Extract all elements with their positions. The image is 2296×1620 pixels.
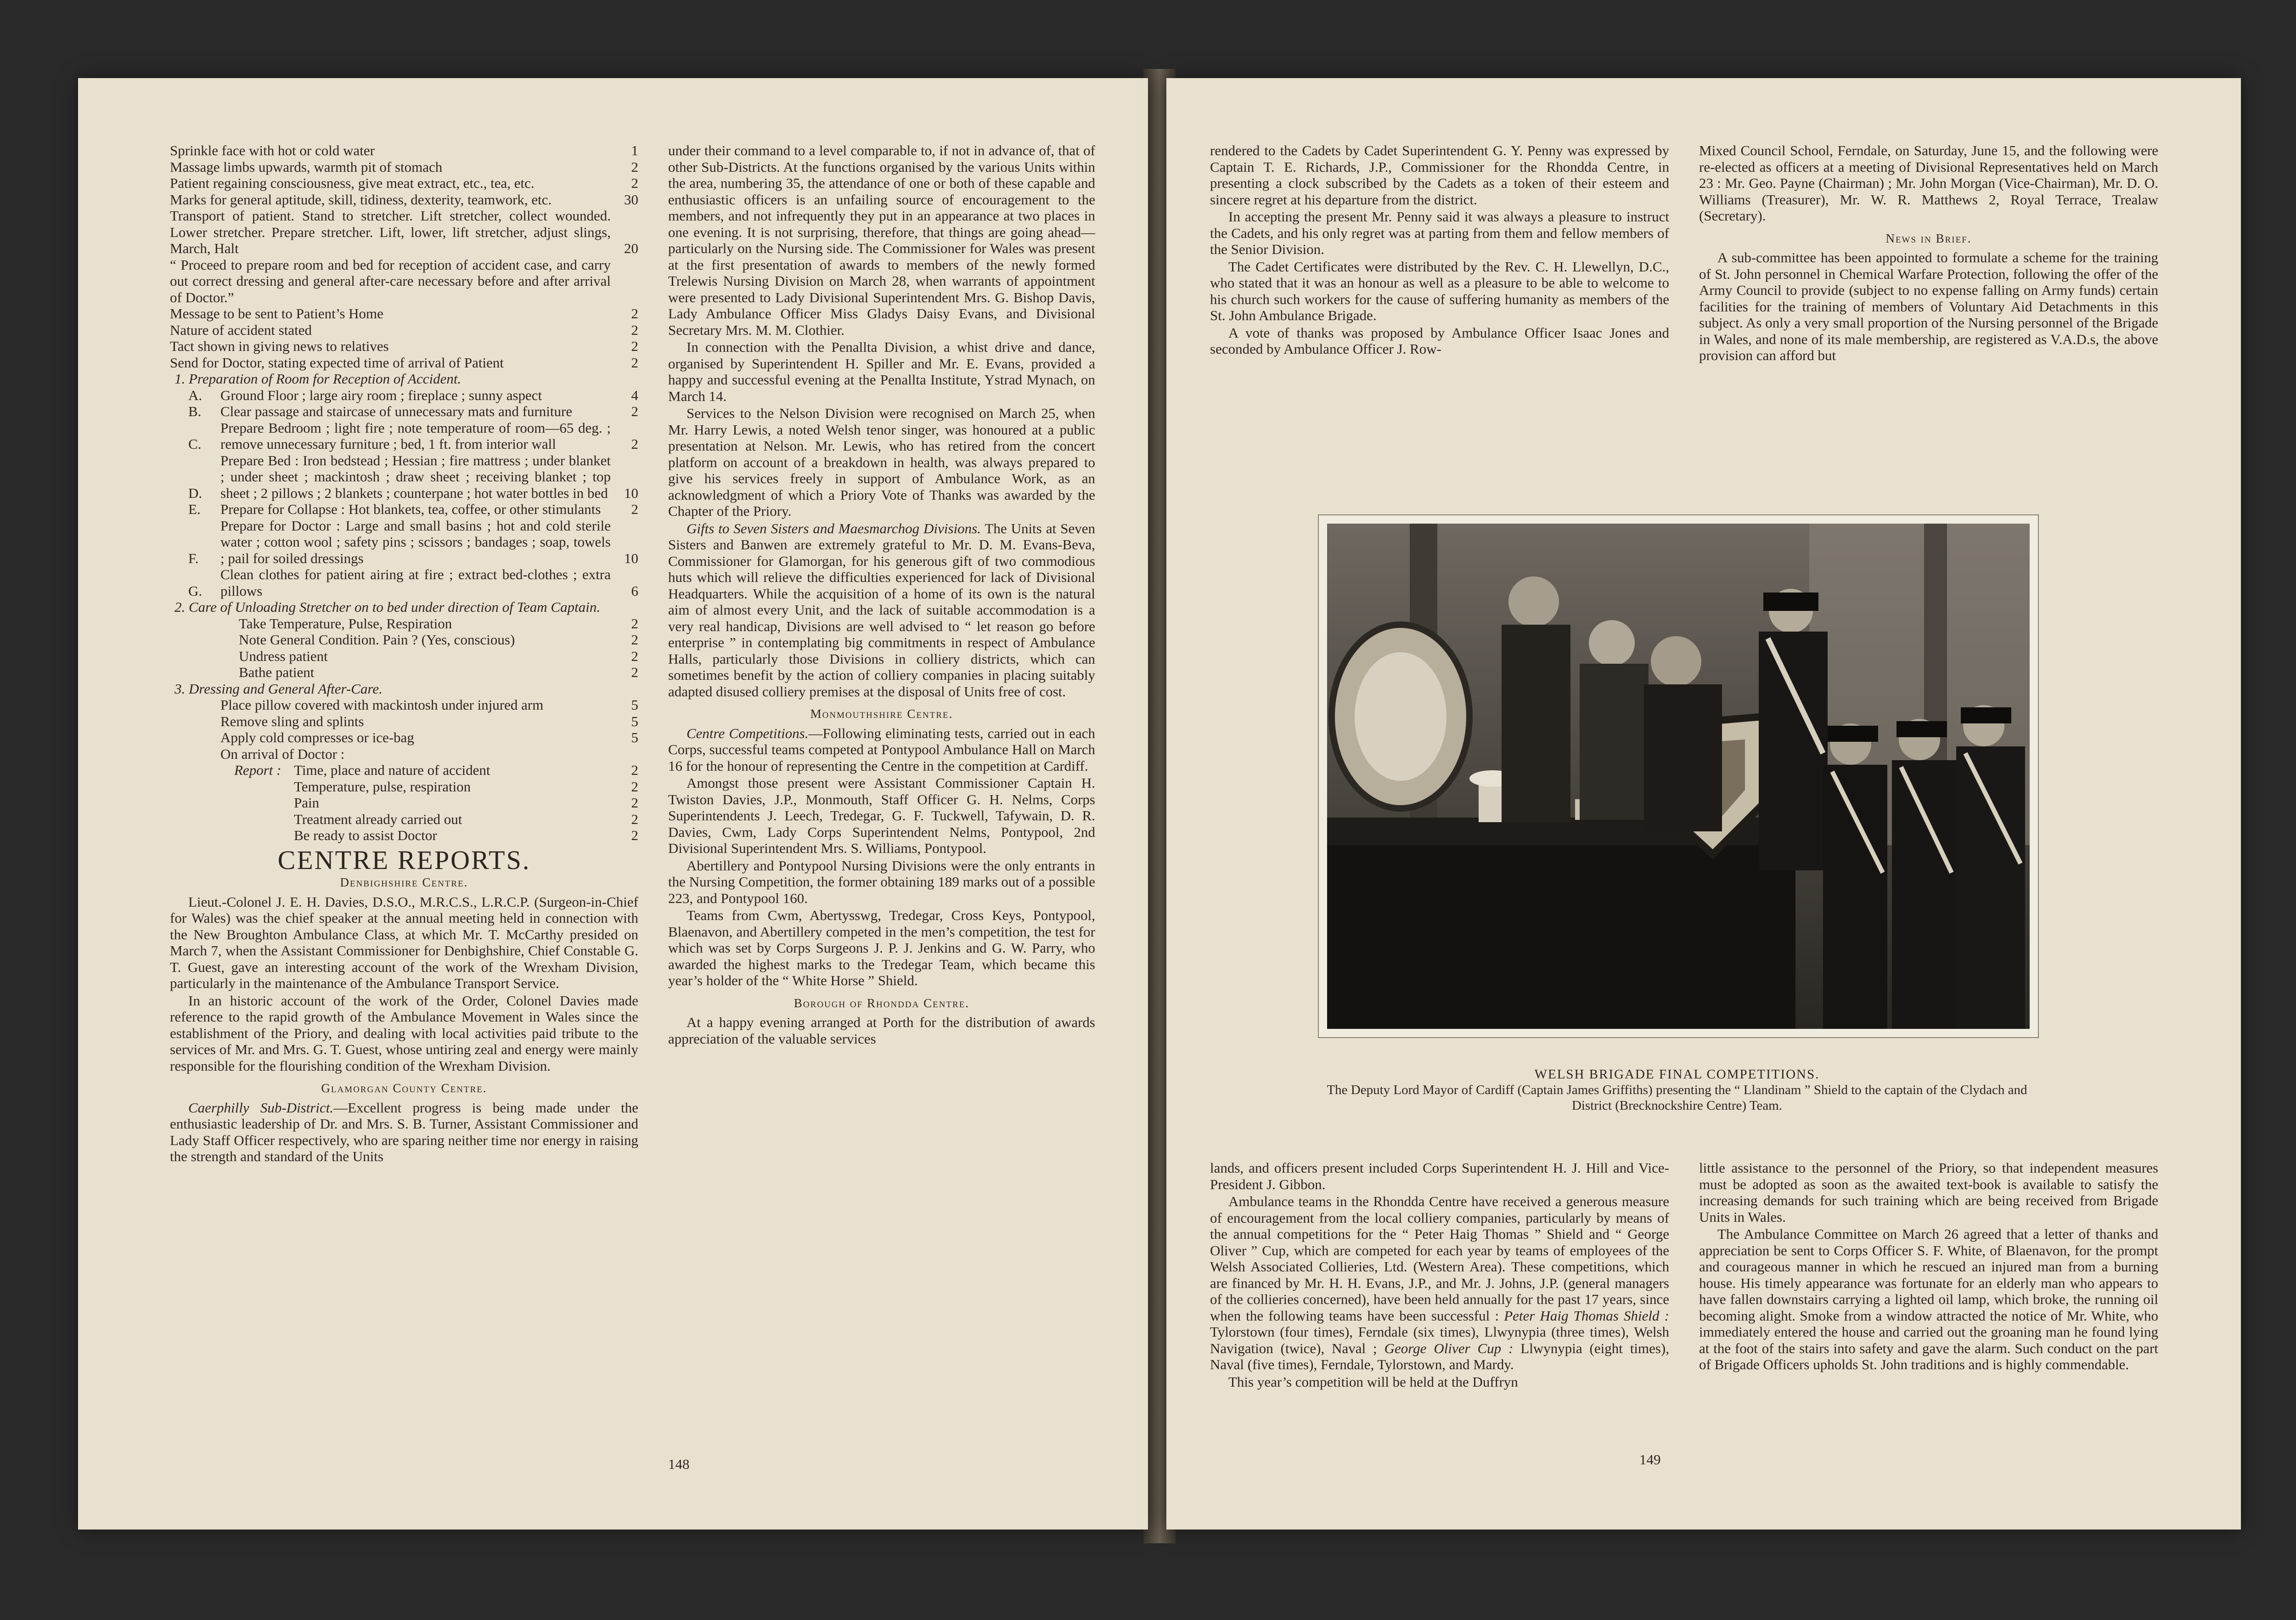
sec1-item-text: Clear passage and staircase of unnecessary mats and furniture: [220, 403, 573, 419]
checklist-top-item-text: “ Proceed to prepare room and bed for reception of accident case, and carry out correct dressing and general after-care necessary before and after arrival of Doctor.”: [170, 256, 611, 305]
col6-paragraph-2: The Ambulance Committee on March 26 agreed that a letter of thanks and appreciation be sent to Corps Officer S. F. White, of Blaenavon, for the prompt and courageous manner in which he rescued an injured man from a burning house. His timely appearance was fortunate for an elderly man who appears to have fallen downstairs carrying a lighted oil lamp, which broke, the running oil becoming alight. Smoke from a window attracted the notice of Mr. White, who immediately entered the house and carried out the groaning man he found lying at the foot of the stairs into safety and gave the alarm. Such conduct on the part of Brigade Officers upholds St. John traditions and is highly commendable.: [1699, 1226, 2158, 1372]
sec1-item-text: Clean clothes for patient airing at fire ; extract bed-clothes ; extra pillows: [220, 566, 611, 599]
glamorgan-paragraph: [170, 1100, 638, 1165]
sec3-item-value: 5: [631, 713, 638, 729]
right-column-1: [1210, 142, 1669, 357]
checklist-top-item-value: 2: [631, 322, 638, 338]
denbighshire-title: Denbighshire Centre.: [340, 875, 468, 889]
checklist-top-item-value: 2: [631, 354, 638, 371]
col5-paragraph-2: [1210, 1193, 1669, 1373]
right-column-4: [1699, 1160, 2158, 1373]
sec3-item: [170, 746, 638, 762]
sec2-item-value: 2: [631, 615, 638, 632]
right-column-3: [1210, 1160, 1669, 1390]
gifts-lead: Gifts to Seven Sisters and Maesmarchog Divisions.: [687, 520, 981, 536]
checklist-top-item-text: Massage limbs upwards, warmth pit of stomach: [170, 158, 443, 175]
checklist-top-item-value: 1: [631, 142, 638, 158]
sec2-item: [170, 615, 638, 632]
report-item-text: Treatment already carried out: [294, 811, 462, 827]
checklist-top-item-value: 30: [624, 191, 638, 208]
checklist-top-item: [170, 192, 638, 208]
report-item: [294, 779, 638, 795]
sec1-item-value: 10: [624, 550, 638, 566]
sec1-item-label: F.: [188, 550, 199, 566]
sec3-item: [170, 697, 638, 713]
sec1-item: [170, 501, 638, 518]
sec1-item-label: B.: [188, 403, 202, 419]
col2-paragraph-8: Teams from Cwm, Abertysswg, Tredegar, Cross Keys, Pontypool, Blaenavon, and Abertillery competed in the men’s competition, the test for which was set by Corps Surgeons J. P. J. Jenkins and G. W. Parry, who awarded the highest marks to the Tredegar Team, which became this year’s holder of the “ White Horse ” Shield.: [668, 907, 1095, 988]
sec3-item-text: On arrival of Doctor :: [220, 745, 345, 762]
left-column-1: [170, 142, 638, 1165]
report-item-text: Time, place and nature of accident: [294, 762, 490, 778]
checklist-top-item-value: 2: [631, 158, 638, 175]
sec1-item-text: Prepare for Doctor : Large and small basins ; hot and cold sterile water ; cotton wool ; safety pins ; scissors ; bandages ; soap, towels ; pail for soiled dressings: [220, 517, 611, 566]
col2-paragraph-9: At a happy evening arranged at Porth for the distribution of awards appreciation of the valuable services: [668, 1014, 1095, 1047]
competitions-text: —Following eliminating tests, carried out in each Corps, successful teams competed at Pontypool Ambulance Hall on March 16 for the honour of representing the Centre in the competition at Cardiff.: [668, 725, 1095, 774]
col5-text-b: Tylorstown (four times), Ferndale (six times), Llwynypia (three times), Welsh Navigation (twice), Naval ;: [1210, 1324, 1669, 1356]
denbighshire-paragraph-2: In an historic account of the work of the Order, Colonel Davies made reference to the rapid growth of the Ambulance Movement in Wales since the establishment of the Priory, and dealing with local activities paid tribute to the services of Mr. and Mrs. G. T. Guest, whose untiring zeal and energy were mainly responsible for the flourishing condition of the Wrexham Division.: [170, 992, 638, 1074]
report-item-value: 2: [631, 762, 638, 778]
section-1-title: 1. Preparation of Room for Reception of Accident.: [174, 371, 461, 387]
centre-reports-heading: CENTRE REPORTS.: [277, 845, 531, 875]
monmouthshire-title: Monmouthshire Centre.: [810, 707, 953, 721]
col4-paragraph-1: Mixed Council School, Ferndale, on Saturday, June 15, and the following were re-elected as officers at a meeting of Divisional Representatives held on March 23 : Mr. Geo. Payne (Chairman) ; Mr. John Morgan (Vice-Chairman), Mr. D. O. Williams (Treasurer), Mr. W. R. Matthews 2, Royal Terrace, Trealaw (Secretary).: [1699, 142, 2158, 224]
glamorgan-text: —Excellent progress is being made under the enthusiastic leadership of Dr. and Mrs. S. B. Turner, Assistant Commissioner and Lady Staff Officer respectively, who are sparing neither time nor energy in raising the strength and standard of the Units: [170, 1099, 638, 1164]
gifts-text: The Units at Seven Sisters and Banwen are extremely grateful to Mr. D. M. Evans-Beva, Commissioner for Glamorgan, for his generous gift of two commodious huts which will relieve the difficulties experienced for lack of Divisional Headquarters. While the acquisition of a home of its own is the natural aim of almost every Unit, and the lack of suitable accommodation is a very real handicap, Divisions are well advised to “ let reason go before enterprise ” in contemplating big commitments in respect of Ambulance Halls, particularly those Divisions in colliery districts, which can sometimes benefit by the action of colliery companies in placing suitably adapted disused colliery premises at the disposal of Units free of cost.: [668, 520, 1095, 700]
sec3-item: [170, 729, 638, 746]
sec1-item-label: D.: [188, 485, 203, 501]
sec1-item: [170, 403, 638, 420]
report-item-value: 2: [631, 811, 638, 827]
right-column-2: [1699, 142, 2158, 364]
col5-paragraph-1: lands, and officers present included Corps Superintendent H. J. Hill and Vice-President J. Gibbon.: [1210, 1160, 1669, 1192]
sec1-item: [170, 566, 638, 599]
section-3-list: [170, 697, 638, 762]
col2-paragraph-5: [668, 725, 1095, 774]
col2-paragraph-4: [668, 520, 1095, 700]
sec1-item-value: 2: [631, 436, 638, 452]
checklist-top-item: [170, 355, 638, 371]
checklist-top-item-text: Marks for general aptitude, skill, tidiness, dexterity, teamwork, etc.: [170, 191, 552, 208]
report-item: [294, 795, 638, 811]
rhondda-title: Borough of Rhondda Centre.: [793, 996, 970, 1010]
report-item-text: Temperature, pulse, respiration: [294, 778, 471, 795]
sec2-item: [170, 632, 638, 648]
report-item-value: 2: [631, 827, 638, 843]
col5-paragraph-3: This year’s competition will be held at the Duffryn: [1228, 1373, 1518, 1390]
sec1-item: [170, 518, 638, 567]
sec2-item-value: 2: [631, 632, 638, 648]
checklist-top-item-text: Patient regaining consciousness, give meat extract, etc., tea, etc.: [170, 175, 535, 191]
report-list: [294, 762, 638, 844]
col2-paragraph-1: under their command to a level comparable to, if not in advance of, that of other Sub-Districts. At the functions organised by the various Units within the area, numbering 35, the attendance of one or both of these capable and enthusiastic officers is an unfailing source of encouragement to the members, and not infrequently they put in an appearance at two places in one evening. It is not surprising, therefore, that things are going ahead—particularly on the Nursing side. The Commissioner for Wales was present at the first presentation of awards to members of the newly formed Trelewis Nursing Division on March 28, when warrants of appointment were presented to Lady Divisional Superintendent Mrs. G. Bishop Davis, Lady Ambulance Officer Miss Gladys Daisy Evans, and Divisional Secretary Mrs. M. M. Clothier.: [668, 142, 1095, 338]
sec2-item-value: 2: [631, 648, 638, 664]
sec2-item-text: Take Temperature, Pulse, Respiration: [239, 615, 452, 632]
checklist-top-item: [170, 142, 638, 159]
section-3-title: 3. Dressing and General After-Care.: [174, 680, 383, 697]
section-2-list: [170, 615, 638, 681]
sec1-item-text: Prepare Bed : Iron bedstead ; Hessian ; fire mattress ; under blanket ; under sheet ; mackintosh ; draw sheet ; receiving blanket ; top sheet ; 2 pillows ; 2 blankets ; counterpane ; hot water bottles in bed: [220, 452, 611, 501]
checklist-top-item: [170, 322, 638, 339]
sec1-item-text: Prepare Bedroom ; light fire ; note temperature of room—65 deg. ; remove unnecessary furniture ; bed, 1 ft. from interior wall: [220, 419, 611, 452]
checklist-top-item: [170, 208, 638, 257]
checklist-top-item-value: 2: [631, 338, 638, 354]
checklist-top-item-value: 2: [631, 305, 638, 322]
checklist-top-item: [170, 338, 638, 355]
report-item-value: 2: [631, 778, 638, 795]
competition-photograph: [1318, 514, 2039, 1113]
col5-text-c: Llwynypia (eight times), Naval (five times), Ferndale, Tylorstown, and Mardy.: [1210, 1340, 1669, 1372]
sec1-item: [170, 420, 638, 452]
photo-caption-text: The Deputy Lord Mayor of Cardiff (Captain James Griffiths) presenting the “ Llandinam ” Shield to the captain of the Clydach and District (Brecknockshire Centre) Team.: [1327, 1083, 2027, 1113]
section-2-title: 2. Care of Unloading Stretcher on to bed under direction of Team Captain.: [174, 599, 601, 615]
sec3-item-value: 5: [631, 729, 638, 745]
sec3-item-text: Apply cold compresses or ice-bag: [220, 729, 414, 745]
sec1-item-value: 2: [631, 403, 638, 419]
checklist-top-item: [170, 175, 638, 192]
right-page: [1166, 78, 2241, 1530]
report-item-value: 2: [631, 795, 638, 811]
page-number-left: 148: [668, 1456, 690, 1472]
col3-paragraph-2: In accepting the present Mr. Penny said it was always a pleasure to instruct the Cadets, and his only regret was at parting from them and fellow members of the Senior Division.: [1210, 209, 1669, 257]
denbighshire-paragraph-1: Lieut.-Colonel J. E. H. Davies, D.S.O., M.R.C.S., L.R.C.P. (Surgeon-in-Chief for Wales) was the chief speaker at the annual meeting held in connection with the New Broughton Ambulance Class, at which Mr. T. McCarthy presided on March 7, when the Assistant Commissioner for Denbighshire, Chief Constable G. T. Guest, gave an interesting account of the work of the Wrexham Division, particularly in the maintenance of the Ambulance Transport Service.: [170, 893, 638, 991]
checklist-top-item-text: Nature of accident stated: [170, 322, 312, 338]
report-item-text: Be ready to assist Doctor: [294, 827, 437, 843]
checklist-top-item: [170, 305, 638, 322]
checklist-top-item-text: Sprinkle face with hot or cold water: [170, 142, 375, 158]
col2-paragraph-7: Abertillery and Pontypool Nursing Divisions were the only entrants in the Nursing Competition, the former obtaining 189 marks out of a possible 223, and Pontypool 160.: [668, 857, 1095, 906]
report-item: [294, 827, 638, 844]
section-1-list: [170, 387, 638, 599]
sec3-item-text: Place pillow covered with mackintosh under injured arm: [220, 697, 544, 713]
glamorgan-title: Glamorgan County Centre.: [321, 1081, 487, 1095]
report-item-text: Pain: [294, 795, 320, 811]
photo-illustration: [1327, 524, 2030, 1029]
sec2-item-text: Note General Condition. Pain ? (Yes, conscious): [239, 632, 515, 648]
sec1-item-value: 6: [631, 582, 638, 599]
sec2-item-value: 2: [631, 664, 638, 680]
col5-text-a: Ambulance teams in the Rhondda Centre have received a generous measure of encouragement from the local colliery companies, particularly by means of the annual competitions for the “ Peter Haig Thomas ” Shield and “ George Oliver ” Cup, which are competed for each year by teams of employees of the Welsh Associated Collieries, Ltd. (Western Area). These competitions, which are financed by Mr. H. H. Evans, J.P., and Mr. J. Johns, J.P. (general managers of the collieries concerned), have been held annually for the past 17 years, since when the following teams have been successful :: [1210, 1193, 1669, 1324]
sec1-item-value: 2: [631, 501, 638, 517]
sec1-item-label: G.: [188, 582, 203, 599]
report-item: [294, 811, 638, 828]
checklist-top-item-value: 2: [631, 175, 638, 191]
sec2-item-text: Bathe patient: [239, 664, 315, 680]
photo-caption-title: WELSH BRIGADE FINAL COMPETITIONS.: [1534, 1067, 1820, 1082]
checklist-top-item-text: Tact shown in giving news to relatives: [170, 338, 389, 354]
sec3-item: [170, 713, 638, 730]
col2-paragraph-6: Amongst those present were Assistant Commissioner Captain H. Twiston Davies, J.P., Monmouth, Staff Officer G. H. Nelms, Corps Superintendents J. Leech, Tredegar, G. F. Tuckwell, Tafywain, D. R. Davies, Cwm, Lady Corps Superintendent Nelms, Pontypool, 2nd Divisional Superintendent Mrs. S. Williams, Pontypool.: [668, 775, 1095, 856]
sec1-item-label: E.: [188, 501, 201, 517]
sec3-item-value: 5: [631, 697, 638, 713]
sec1-item-value: 4: [631, 387, 638, 403]
checklist-top-item: [170, 257, 638, 306]
news-in-brief-title: News in Brief.: [1885, 231, 1972, 245]
sec2-item: [170, 648, 638, 665]
sec2-item-text: Undress patient: [239, 648, 328, 664]
page-number-right: 149: [1639, 1451, 1661, 1468]
col5-emphasis-2: George Oliver Cup :: [1384, 1340, 1514, 1356]
sec1-item: [170, 387, 638, 404]
photo-caption: [1319, 1067, 2035, 1113]
sec1-item-text: Ground Floor ; large airy room ; fireplace ; sunny aspect: [220, 387, 542, 403]
sec1-item-label: A.: [188, 387, 203, 403]
competitions-lead: Centre Competitions.: [687, 725, 809, 741]
col2-paragraph-2: In connection with the Penallta Division, a whist drive and dance, organised by Superintendent H. Spiller and Mr. E. Evans, provided a happy and successful evening at the Penallta Institute, Ystrad Mynach, on March 14.: [668, 339, 1095, 404]
col3-paragraph-4: A vote of thanks was proposed by Ambulance Officer Isaac Jones and seconded by Ambulance Officer J. Row-: [1210, 324, 1669, 357]
sec2-item: [170, 664, 638, 681]
col3-paragraph-3: The Cadet Certificates were distributed by the Rev. C. H. Llewellyn, D.C., who stated that it was an honour as well as a pleasure to be able to welcome to his church such workers for the cause of suffering humanity as members of the St. John Ambulance Brigade.: [1210, 258, 1669, 323]
left-page: [78, 78, 1148, 1530]
sec1-item-label: C.: [188, 436, 202, 452]
sec1-item-text: Prepare for Collapse : Hot blankets, tea, coffee, or other stimulants: [220, 501, 601, 517]
col5-emphasis-1: Peter Haig Thomas Shield :: [1504, 1307, 1669, 1324]
left-column-2: [668, 142, 1095, 1047]
report-label: Report :: [234, 762, 281, 778]
report-item: [294, 762, 638, 779]
checklist-top-item-text: Message to be sent to Patient’s Home: [170, 305, 383, 322]
checklist-top-item-value: 20: [624, 240, 638, 256]
checklist-top: [170, 142, 638, 371]
sec3-item-text: Remove sling and splints: [220, 713, 364, 729]
glamorgan-lead: Caerphilly Sub-District.: [188, 1099, 334, 1116]
checklist-top-item-text: Send for Doctor, stating expected time of arrival of Patient: [170, 354, 504, 371]
col4-paragraph-2: A sub-committee has been appointed to formulate a scheme for the training of St. John personnel in Chemical Warfare Protection, following the offer of the Army Council to provide (subject to no expense falling on Army funds) certain facilities for the training of members of Voluntary Aid Detachments in this subject. As only a very small proportion of the Nursing personnel of the Brigade in Wales, and none of its male membership, are registered as V.A.D.s, the above provision can afford but: [1699, 249, 2158, 363]
col3-paragraph-1: rendered to the Cadets by Cadet Superintendent G. Y. Penny was expressed by Captain T. E. Richards, J.P., Commissioner for the Rhondda Centre, in presenting a clock subscribed by the Cadets as a token of their esteem and sincere regret at his departure from the district.: [1210, 142, 1669, 208]
col6-paragraph-1: little assistance to the personnel of the Priory, so that independent measures must be adopted as soon as the awaited text-book is available to satisfy the increasing demands for such training which are being received from Brigade Units in Wales.: [1699, 1160, 2158, 1225]
report-block: [170, 762, 638, 844]
sec1-item-value: 10: [624, 485, 638, 501]
col2-paragraph-3: Services to the Nelson Division were recognised on March 25, when Mr. Harry Lewis, a noted Welsh tenor singer, was honoured at a public presentation at Nelson. Mr. Lewis, who has retired from the concert platform on account of a breakdown in health, was always prepared to give his services freely in support of Ambulance Work, as an acknowledgment of which a Priory Vote of Thanks was awarded by the Chapter of the Priory.: [668, 405, 1095, 519]
checklist-top-item: [170, 159, 638, 175]
sec1-item: [170, 452, 638, 502]
checklist-top-item-text: Transport of patient. Stand to stretcher. Lift stretcher, collect wounded. Lower stretcher. Prepare stretcher. Lift, lower, lift stretcher, adjust slings, March, Halt: [170, 208, 611, 256]
